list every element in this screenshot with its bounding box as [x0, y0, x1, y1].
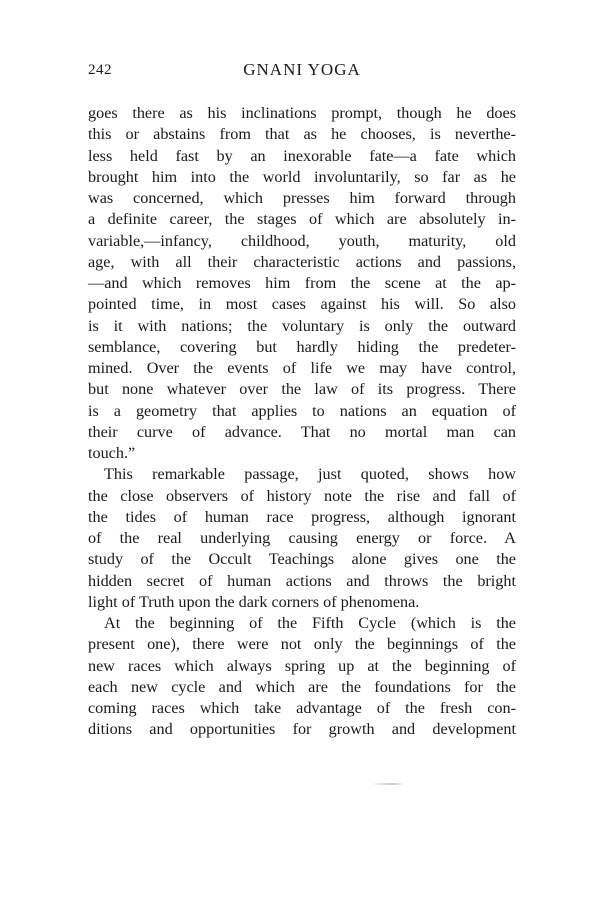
text-line: light of Truth upon the dark corners of phenomena. — [88, 592, 420, 611]
text-line: goes there as his inclinations prompt, though he does — [88, 104, 516, 122]
paragraph-start-line: At the beginning of the Fifth Cycle (which is the — [104, 614, 516, 632]
text-line: study of the Occult Teachings alone gives one the — [88, 550, 516, 569]
text-line: the tides of human race progress, although ignorant — [88, 507, 516, 526]
text-line: a definite career, the stages of which are absolutely in- — [88, 210, 516, 229]
text-line: age, with all their characteristic actions and passions, — [88, 252, 516, 271]
text-line: coming races which take advantage of the fresh con- — [88, 699, 516, 717]
text-line: their curve of advance. That no mortal man can — [88, 422, 516, 441]
text-line: semblance, covering but hardly hiding the predeter- — [88, 337, 516, 356]
text-line: pointed time, in most cases against his will. So also — [88, 295, 516, 314]
text-line: mined. Over the events of life we may have control, — [88, 359, 516, 377]
text-line: is a geometry that applies to nations an equation of — [88, 401, 516, 420]
text-line: present one), there were not only the beginnings of the — [88, 635, 516, 654]
text-line: new races which always spring up at the beginning of — [88, 656, 516, 675]
text-line: each new cycle and which are the foundations for the — [88, 677, 516, 696]
text-line: is it with nations; the voluntary is only the outward — [88, 316, 516, 335]
scan-smudge — [372, 783, 402, 785]
text-line: —and which removes him from the scene at the ap- — [88, 274, 516, 292]
running-head — [88, 60, 516, 84]
text-line: the close observers of history note the rise and fall of — [88, 486, 516, 505]
text-line: touch.” — [88, 444, 136, 462]
body-text — [88, 103, 516, 741]
running-title: GNANI YOGA — [243, 60, 361, 79]
text-line: was concerned, which presses him forward through — [88, 189, 516, 207]
text-line: this or abstains from that as he chooses, is neverthe- — [88, 125, 516, 144]
paragraph-start-line: This remarkable passage, just quoted, shows how — [104, 465, 516, 484]
text-line: of the real underlying causing energy or force. A — [88, 529, 516, 547]
text-line: ditions and opportunities for growth and development — [88, 720, 516, 739]
text-line: hidden secret of human actions and throws the bright — [88, 571, 516, 590]
text-line: less held fast by an inexorable fate—a fate which — [88, 146, 516, 165]
text-line: but none whatever over the law of its progress. There — [88, 380, 516, 399]
text-line: variable,—infancy, childhood, youth, maturity, old — [88, 231, 516, 250]
book-page — [88, 60, 516, 741]
page-number: 242 — [88, 62, 112, 78]
text-line: brought him into the world involuntarily, so far as he — [88, 167, 516, 186]
